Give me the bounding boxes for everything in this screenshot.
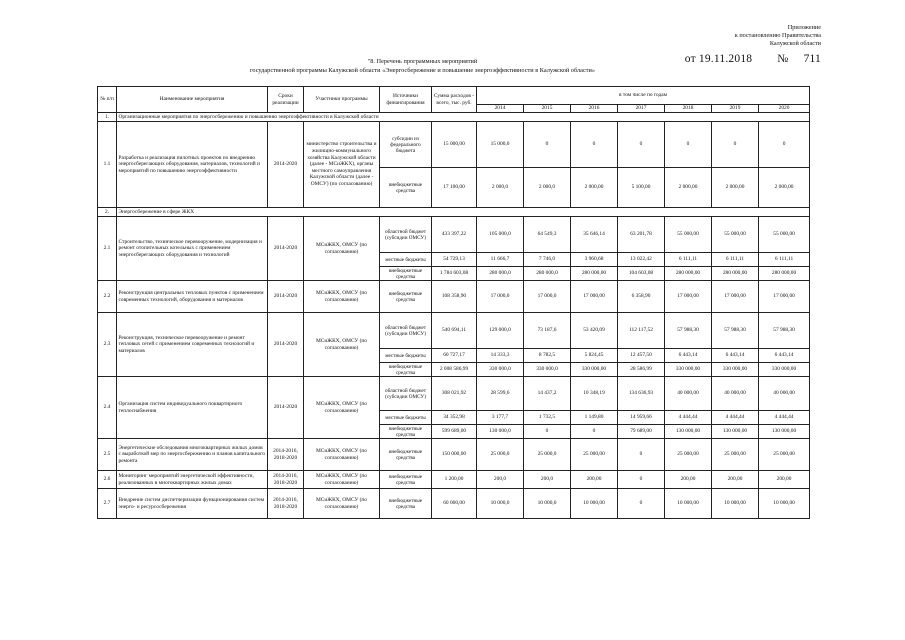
implementation-period: 2014-2016, 2018-2020 bbox=[268, 439, 304, 471]
year-amount: 280 000,00 bbox=[712, 267, 759, 281]
implementation-period: 2014-2020 bbox=[268, 281, 304, 313]
year-amount: 40 000,00 bbox=[759, 377, 810, 411]
year-amount: 5 824,45 bbox=[571, 349, 618, 363]
year-amount: 280 000,0 bbox=[477, 267, 524, 281]
year-header: 2014 bbox=[477, 105, 524, 113]
funding-source: местные бюджеты bbox=[380, 349, 432, 363]
implementation-period: 2014-2020 bbox=[268, 122, 304, 208]
year-amount: 130 000,00 bbox=[759, 425, 810, 439]
year-amount: 25 000,00 bbox=[665, 439, 712, 471]
year-amount: 2 000,00 bbox=[665, 168, 712, 208]
year-amount: 280 000,00 bbox=[759, 267, 810, 281]
row-number: 1.1 bbox=[98, 122, 117, 208]
implementation-period: 2014-2020 bbox=[268, 217, 304, 281]
year-amount: 28 599,6 bbox=[477, 377, 524, 411]
year-amount: 57 988,30 bbox=[665, 313, 712, 349]
total-amount: 54 729,13 bbox=[432, 253, 477, 267]
total-amount: 108 358,90 bbox=[432, 281, 477, 313]
year-amount: 14 959,66 bbox=[618, 411, 665, 425]
col-header-participants: Участники программы bbox=[304, 87, 380, 113]
year-amount: 15 000,0 bbox=[477, 122, 524, 168]
funding-source: местные бюджеты bbox=[380, 411, 432, 425]
year-amount: 280 000,00 bbox=[571, 267, 618, 281]
year-amount: 200,00 bbox=[571, 471, 618, 489]
year-header: 2017 bbox=[618, 105, 665, 113]
year-amount: 25 000,0 bbox=[477, 439, 524, 471]
year-amount: 10 348,19 bbox=[571, 377, 618, 411]
year-header: 2018 bbox=[665, 105, 712, 113]
year-amount: 12 457,50 bbox=[618, 349, 665, 363]
year-amount: 0 bbox=[571, 425, 618, 439]
funding-source: субсидии из федерального бюджета bbox=[380, 122, 432, 168]
activity-name: Энергетические обследования многоквартирных жилых домов с выработкой мер по энергосбережению и планов капитального ремонта bbox=[117, 439, 268, 471]
year-amount: 280 000,0 bbox=[524, 267, 571, 281]
year-amount: 2 000,00 bbox=[712, 168, 759, 208]
activity-name: Строительство, техническое перевооружение, модернизация и ремонт отопительных котельных с применением энергосберегающих оборудования и технологий bbox=[117, 217, 268, 281]
row-number: 2.1 bbox=[98, 217, 117, 281]
year-amount: 0 bbox=[618, 439, 665, 471]
activity-name: Организация систем индивидуального поквартирного теплоснабжения bbox=[117, 377, 268, 439]
year-amount: 10 000,00 bbox=[665, 489, 712, 519]
year-header: 2019 bbox=[712, 105, 759, 113]
appendix-line: Приложение bbox=[787, 24, 821, 31]
year-amount: 4 444,44 bbox=[665, 411, 712, 425]
total-amount: 150 000,00 bbox=[432, 439, 477, 471]
section-row bbox=[98, 208, 810, 217]
program-participants: МСиЖКХ, ОМСУ (по согласованию) bbox=[304, 313, 380, 377]
section-number: 2. bbox=[98, 208, 117, 217]
table-row bbox=[98, 377, 810, 411]
col-header-period: Сроки реализации bbox=[268, 87, 304, 113]
year-amount: 3 177,7 bbox=[477, 411, 524, 425]
funding-source: областной бюджет (субсидии ОМСУ) bbox=[380, 313, 432, 349]
program-participants: МСиЖКХ, ОМСУ (по согласованию) bbox=[304, 489, 380, 519]
decree-date: 19.11.2018 bbox=[698, 53, 753, 65]
year-amount: 4 444,44 bbox=[759, 411, 810, 425]
row-number: 2.7 bbox=[98, 489, 117, 519]
title-line-1: "8. Перечень программных мероприятий bbox=[367, 58, 478, 65]
year-amount: 14 333,3 bbox=[477, 349, 524, 363]
funding-source: внебюджетные средства bbox=[380, 489, 432, 519]
year-amount: 0 bbox=[759, 122, 810, 168]
year-amount: 17 000,0 bbox=[524, 281, 571, 313]
year-amount: 105 000,0 bbox=[477, 217, 524, 253]
total-amount: 540 694,11 bbox=[432, 313, 477, 349]
program-participants: МСиЖКХ, ОМСУ (по согласованию) bbox=[304, 281, 380, 313]
total-amount: 34 352,98 bbox=[432, 411, 477, 425]
number-label: № bbox=[777, 53, 789, 65]
row-number: 2.6 bbox=[98, 471, 117, 489]
table-row bbox=[98, 439, 810, 471]
year-amount: 2 000,0 bbox=[477, 168, 524, 208]
year-header: 2016 bbox=[571, 105, 618, 113]
program-participants: МСиЖКХ, ОМСУ (по согласованию) bbox=[304, 217, 380, 281]
year-amount: 6 443,14 bbox=[712, 349, 759, 363]
year-amount: 6 443,14 bbox=[665, 349, 712, 363]
year-amount: 79 689,00 bbox=[618, 425, 665, 439]
year-amount: 330 000,00 bbox=[571, 363, 618, 377]
year-amount: 53 420,09 bbox=[571, 313, 618, 349]
year-amount: 73 187,6 bbox=[524, 313, 571, 349]
year-amount: 330 000,00 bbox=[712, 363, 759, 377]
year-amount: 5 100,00 bbox=[618, 168, 665, 208]
year-amount: 4 444,44 bbox=[712, 411, 759, 425]
year-amount: 10 000,0 bbox=[524, 489, 571, 519]
section-title: Организационные мероприятия по энергосбережению и повышению энергоэффективности в Калужской области bbox=[117, 113, 810, 122]
row-number: 2.3 bbox=[98, 313, 117, 377]
total-amount: 599 689,00 bbox=[432, 425, 477, 439]
activity-name: Реконструкция, техническое перевооружение и ремонт тепловых сетей с применением современных технологий и материалов bbox=[117, 313, 268, 377]
year-amount: 17 000,00 bbox=[665, 281, 712, 313]
year-amount: 40 000,00 bbox=[665, 377, 712, 411]
program-table bbox=[97, 86, 810, 519]
year-amount: 0 bbox=[618, 471, 665, 489]
funding-source: внебюджетные средства bbox=[380, 168, 432, 208]
section-row bbox=[98, 113, 810, 122]
funding-source: местные бюджеты bbox=[380, 253, 432, 267]
funding-source: внебюджетные средства bbox=[380, 281, 432, 313]
year-amount: 10 000,0 bbox=[477, 489, 524, 519]
year-amount: 134 636,93 bbox=[618, 377, 665, 411]
date-prefix: от bbox=[684, 53, 696, 65]
total-amount: 433 397,22 bbox=[432, 217, 477, 253]
table-row bbox=[98, 281, 810, 313]
document-title bbox=[120, 57, 725, 75]
total-amount: 17 100,00 bbox=[432, 168, 477, 208]
col-header-name: Наименование мероприятия bbox=[117, 87, 268, 113]
year-amount: 25 000,00 bbox=[571, 439, 618, 471]
activity-name: Реконструкция центральных тепловых пунктов с применением современных технологий, оборудования и материалов bbox=[117, 281, 268, 313]
year-amount: 8 782,5 bbox=[524, 349, 571, 363]
total-amount: 308 021,92 bbox=[432, 377, 477, 411]
year-amount: 6 111,11 bbox=[665, 253, 712, 267]
total-amount: 60 000,00 bbox=[432, 489, 477, 519]
total-amount: 1 200,00 bbox=[432, 471, 477, 489]
year-amount: 6 443,14 bbox=[759, 349, 810, 363]
activity-name: Внедрение систем диспетчеризации функционирования систем энерго- и ресурсосбережения bbox=[117, 489, 268, 519]
year-amount: 17 000,00 bbox=[759, 281, 810, 313]
year-amount: 7 746,0 bbox=[524, 253, 571, 267]
program-participants: МСиЖКХ, ОМСУ (по согласованию) bbox=[304, 439, 380, 471]
title-line-2: государственной программы Калужской области «Энергосбережение и повышение энергоэффективности в Калужской области» bbox=[249, 67, 596, 74]
year-amount: 200,00 bbox=[759, 471, 810, 489]
year-amount: 104 603,08 bbox=[618, 267, 665, 281]
year-amount: 330 000,00 bbox=[759, 363, 810, 377]
total-amount: 60 727,17 bbox=[432, 349, 477, 363]
activity-name: Мониторинг мероприятий энергетической эффективности, реализованных в многоквартирных жилых домах bbox=[117, 471, 268, 489]
appendix-note bbox=[735, 24, 821, 48]
year-amount: 130 000,00 bbox=[712, 425, 759, 439]
section-title: Энергосбережение в сфере ЖКХ bbox=[117, 208, 810, 217]
year-amount: 64 549,3 bbox=[524, 217, 571, 253]
year-amount: 129 000,0 bbox=[477, 313, 524, 349]
funding-source: внебюджетные средства bbox=[380, 425, 432, 439]
decree-number: 711 bbox=[803, 53, 821, 65]
year-amount: 57 988,30 bbox=[712, 313, 759, 349]
year-amount: 200,00 bbox=[665, 471, 712, 489]
year-header: 2020 bbox=[759, 105, 810, 113]
year-amount: 14 437,2 bbox=[524, 377, 571, 411]
year-amount: 6 358,90 bbox=[618, 281, 665, 313]
year-amount: 330 000,00 bbox=[665, 363, 712, 377]
total-amount: 1 784 603,08 bbox=[432, 267, 477, 281]
year-amount: 1 732,5 bbox=[524, 411, 571, 425]
year-amount: 6 111,11 bbox=[759, 253, 810, 267]
year-amount: 17 000,0 bbox=[477, 281, 524, 313]
year-amount: 25 000,0 bbox=[524, 439, 571, 471]
year-amount: 0 bbox=[571, 122, 618, 168]
year-amount: 2 000,00 bbox=[571, 168, 618, 208]
appendix-line: Калужской области bbox=[769, 40, 821, 47]
implementation-period: 2014-2020 bbox=[268, 377, 304, 439]
total-amount: 2 008 586,99 bbox=[432, 363, 477, 377]
year-amount: 25 000,00 bbox=[712, 439, 759, 471]
year-amount: 330 000,0 bbox=[477, 363, 524, 377]
year-amount: 130 000,0 bbox=[477, 425, 524, 439]
year-amount: 17 000,00 bbox=[712, 281, 759, 313]
year-amount: 2 000,00 bbox=[759, 168, 810, 208]
col-header-total: Сумма расходов - всего, тыс. руб. bbox=[432, 87, 477, 113]
section-number: 1. bbox=[98, 113, 117, 122]
table-row bbox=[98, 122, 810, 168]
year-amount: 0 bbox=[618, 489, 665, 519]
year-amount: 112 117,52 bbox=[618, 313, 665, 349]
col-header-num: № п/п bbox=[98, 87, 117, 113]
implementation-period: 2014-2016, 2018-2020 bbox=[268, 489, 304, 519]
table-row bbox=[98, 313, 810, 349]
year-amount: 35 646,14 bbox=[571, 217, 618, 253]
year-amount: 63 201,78 bbox=[618, 217, 665, 253]
total-amount: 15 000,00 bbox=[432, 122, 477, 168]
year-amount: 6 111,11 bbox=[712, 253, 759, 267]
year-amount: 200,00 bbox=[712, 471, 759, 489]
year-amount: 57 988,30 bbox=[759, 313, 810, 349]
activity-name: Разработка и реализация пилотных проектов по внедрению энергосберегающих оборудования, материалов, технологий и мероприятий по повышению энергоэффективности bbox=[117, 122, 268, 208]
year-amount: 40 000,00 bbox=[712, 377, 759, 411]
funding-source: внебюджетные средства bbox=[380, 471, 432, 489]
year-amount: 10 000,00 bbox=[759, 489, 810, 519]
year-amount: 1 149,80 bbox=[571, 411, 618, 425]
table-row bbox=[98, 217, 810, 253]
col-header-by-year: в том числе по годам bbox=[477, 87, 810, 105]
year-amount: 2 000,0 bbox=[524, 168, 571, 208]
year-amount: 10 000,00 bbox=[571, 489, 618, 519]
year-amount: 10 000,00 bbox=[712, 489, 759, 519]
year-amount: 330 000,0 bbox=[524, 363, 571, 377]
implementation-period: 2014-2016, 2018-2020 bbox=[268, 471, 304, 489]
funding-source: внебюджетные средства bbox=[380, 267, 432, 281]
year-amount: 0 bbox=[665, 122, 712, 168]
year-amount: 11 666,7 bbox=[477, 253, 524, 267]
year-amount: 13 022,42 bbox=[618, 253, 665, 267]
program-participants: МСиЖКХ, ОМСУ (по согласованию) bbox=[304, 377, 380, 439]
year-header: 2015 bbox=[524, 105, 571, 113]
year-amount: 0 bbox=[712, 122, 759, 168]
program-participants: министерство строительства и жилищно-коммунального хозяйства Калужской области (далее - МСиЖКХ), органы местного самоуправления Калужской области (далее - ОМСУ) (по согласованию) bbox=[304, 122, 380, 208]
year-amount: 200,0 bbox=[477, 471, 524, 489]
year-amount: 0 bbox=[524, 425, 571, 439]
year-amount: 130 000,00 bbox=[665, 425, 712, 439]
year-amount: 0 bbox=[618, 122, 665, 168]
row-number: 2.5 bbox=[98, 439, 117, 471]
year-amount: 25 000,00 bbox=[759, 439, 810, 471]
year-amount: 55 000,00 bbox=[759, 217, 810, 253]
year-amount: 55 000,00 bbox=[712, 217, 759, 253]
funding-source: областной бюджет (субсидии ОМСУ) bbox=[380, 377, 432, 411]
row-number: 2.2 bbox=[98, 281, 117, 313]
table-row bbox=[98, 489, 810, 519]
funding-source: внебюджетные средства bbox=[380, 363, 432, 377]
year-amount: 0 bbox=[524, 122, 571, 168]
year-amount: 200,0 bbox=[524, 471, 571, 489]
year-amount: 3 960,68 bbox=[571, 253, 618, 267]
program-participants: МСиЖКХ, ОМСУ (по согласованию) bbox=[304, 471, 380, 489]
col-header-source: Источники финансирования bbox=[380, 87, 432, 113]
funding-source: областной бюджет (субсидии ОМСУ) bbox=[380, 217, 432, 253]
year-amount: 17 000,00 bbox=[571, 281, 618, 313]
appendix-line: к постановлению Правительства bbox=[734, 32, 821, 39]
year-amount: 28 586,99 bbox=[618, 363, 665, 377]
row-number: 2.4 bbox=[98, 377, 117, 439]
year-amount: 280 000,00 bbox=[665, 267, 712, 281]
table-row bbox=[98, 471, 810, 489]
funding-source: внебюджетные средства bbox=[380, 439, 432, 471]
implementation-period: 2014-2020 bbox=[268, 313, 304, 377]
year-amount: 55 000,00 bbox=[665, 217, 712, 253]
